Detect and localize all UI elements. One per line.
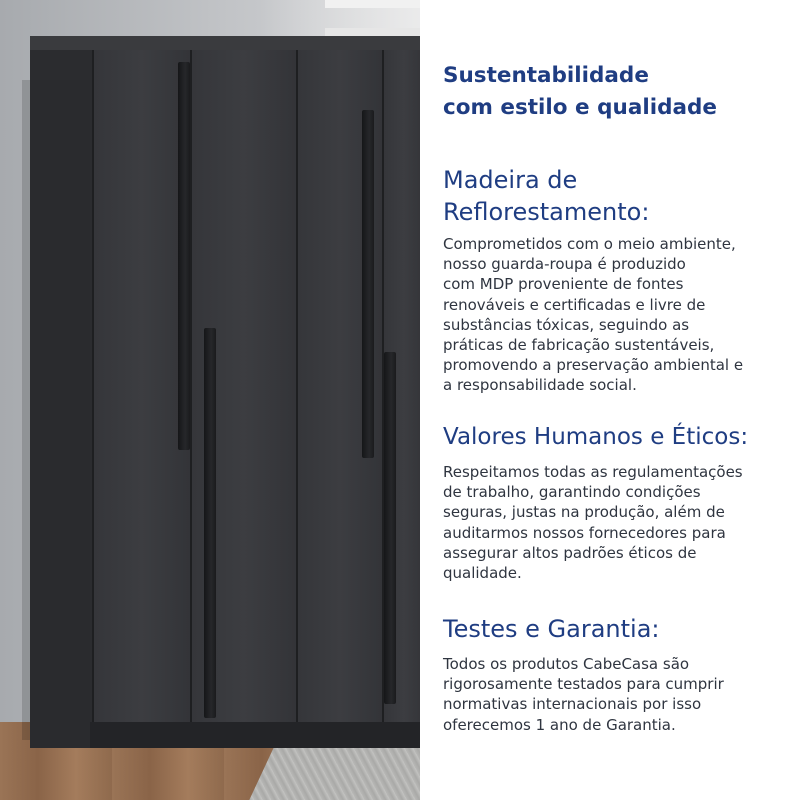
text-line: promovendo a preservação ambiental e <box>443 356 744 375</box>
text-line: auditarmos nossos fornecedores para <box>443 523 726 542</box>
section-title-ethics <box>443 420 748 454</box>
headline-line: com estilo e qualidade <box>443 95 717 120</box>
text-line: oferecemos 1 ano de Garantia. <box>443 715 676 734</box>
section-title-line: Madeira de <box>443 166 578 194</box>
text-line: Todos os produtos CabeCasa são <box>443 655 690 673</box>
section-title-reforestation <box>443 164 649 228</box>
text-line: substâncias tóxicas, seguindo as <box>443 315 690 334</box>
text-line: Comprometidos com o meio ambiente, <box>443 235 736 253</box>
headline <box>443 60 717 124</box>
door-handle <box>384 352 396 704</box>
text-line: de trabalho, garantindo condições <box>443 483 701 502</box>
section-title-warranty <box>443 612 660 646</box>
section-text-reforestation <box>443 234 743 396</box>
section-title-line: Reflorestamento: <box>443 198 650 226</box>
text-line: seguras, justas na produção, além de <box>443 503 725 522</box>
wall-molding <box>325 0 420 8</box>
door-handle <box>362 110 374 458</box>
text-line: práticas de fabricação sustentáveis, <box>443 336 715 355</box>
text-line: rigorosamente testados para cumprir <box>443 675 724 694</box>
wardrobe-plinth <box>90 722 420 748</box>
door-handle <box>204 328 216 718</box>
wardrobe-door <box>92 50 190 722</box>
text-column <box>443 0 793 800</box>
text-line: normativas internacionais por isso <box>443 695 702 714</box>
text-line: assegurar altos padrões éticos de <box>443 543 697 562</box>
text-line: Respeitamos todas as regulamentações <box>443 463 743 481</box>
text-line: com MDP proveniente de fontes <box>443 275 684 294</box>
section-text-warranty <box>443 654 724 735</box>
text-line: qualidade. <box>443 564 522 583</box>
wardrobe-top <box>30 36 420 50</box>
text-line: renováveis e certificadas e livre de <box>443 295 706 314</box>
text-line: a responsabilidade social. <box>443 376 637 395</box>
headline-line: Sustentabilidade <box>443 63 649 88</box>
text-line: nosso guarda-roupa é produzido <box>443 255 686 274</box>
section-title-line: Testes e Garantia: <box>443 615 660 643</box>
door-handle <box>178 62 190 450</box>
section-text-ethics <box>443 462 743 583</box>
section-title-line: Valores Humanos e Éticos: <box>443 424 749 450</box>
wardrobe-side-panel <box>30 80 90 748</box>
